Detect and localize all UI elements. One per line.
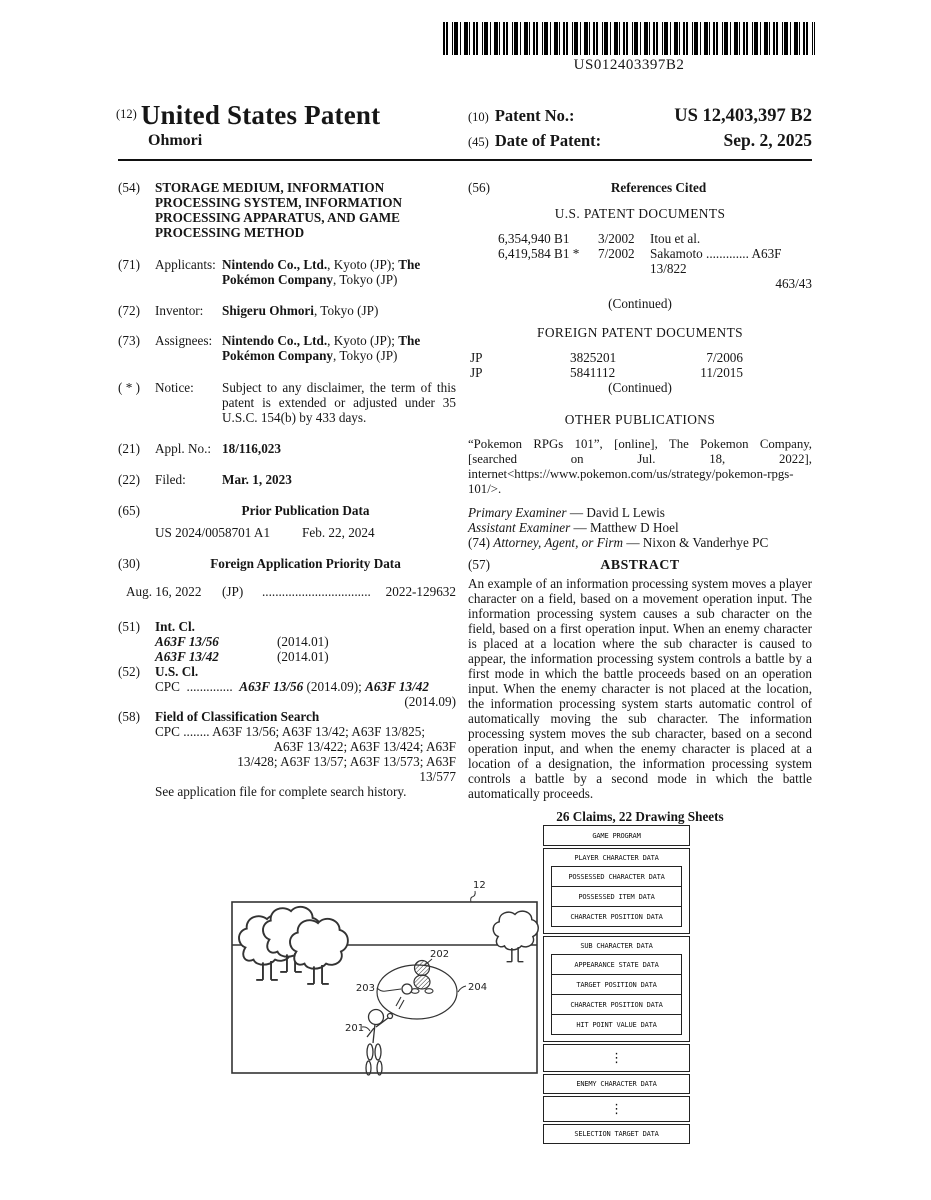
other-publication-text: “Pokemon RPGs 101”, [online], The Pokemon Company, [searched on Jul. 18, 2022], internet<https://www.pokemon.com/us/strategy/pokemon-rpgs-101/>. (468, 437, 812, 496)
abstract-heading-row (468, 557, 812, 572)
player-character-figure (366, 1010, 393, 1076)
field-of-search (118, 709, 456, 799)
field-number: (30) (118, 556, 140, 571)
tree-icon (493, 911, 538, 962)
memory-map-diagram (543, 825, 690, 1144)
right-column (468, 180, 812, 824)
appl-no-label: Appl. No.: (155, 441, 212, 456)
ref-label-202: 202 (430, 949, 450, 960)
header-right (468, 106, 812, 151)
data-box: CHARACTER POSITION DATA (551, 994, 682, 1015)
ref-label-204: 204 (468, 982, 488, 993)
inventor-value: Shigeru Ohmori, Tokyo (JP) (222, 303, 379, 318)
us-patent-row-continuation: 463/43 (775, 276, 812, 291)
invention-title-line: PROCESSING METHOD (155, 225, 305, 240)
section-label: SUB CHARACTER DATA (580, 942, 653, 950)
section-label: PLAYER CHARACTER DATA (574, 854, 659, 862)
publication-date: Feb. 22, 2024 (302, 525, 375, 540)
data-box: TARGET POSITION DATA (551, 974, 682, 995)
barcode-image (443, 22, 815, 55)
page-title: United States Patent (140, 100, 381, 130)
priority-number: 2022-129632 (385, 584, 456, 599)
claims-summary: 26 Claims, 22 Drawing Sheets (556, 809, 724, 824)
header-left (116, 100, 380, 150)
title-field (118, 180, 456, 240)
field-number-57: (57) (468, 557, 490, 572)
field-number: (72) (118, 303, 140, 318)
patent-no-label: Patent No.: (494, 106, 575, 125)
assignees-field (118, 333, 456, 363)
field-number-45: (45) (468, 135, 489, 149)
prior-publication-heading: Prior Publication Data (241, 503, 370, 518)
field-of-search-label: Field of Classification Search (155, 709, 320, 724)
references-cited-heading: References Cited (610, 180, 707, 195)
selection-target-data-box: SELECTION TARGET DATA (543, 1124, 690, 1144)
invention-title-line: PROCESSING SYSTEM, INFORMATION (155, 195, 403, 210)
field-number: (58) (118, 709, 140, 724)
prior-publication-row (155, 525, 456, 540)
inventor-label: Inventor: (155, 303, 204, 318)
other-publications-heading: OTHER PUBLICATIONS (564, 412, 716, 427)
applicants-field (118, 257, 456, 287)
int-cl-label: Int. Cl. (155, 619, 195, 634)
field-number: (54) (118, 180, 140, 195)
int-cl-field (118, 619, 456, 664)
field-number: (65) (118, 503, 140, 518)
field-number: (51) (118, 619, 140, 634)
assistant-examiner-line: Assistant Examiner — Matthew D Hoel (468, 520, 679, 535)
cpc-line: CPC .............. A63F 13/56 (2014.09); A63F 13/42 (155, 679, 429, 694)
player-character-data-section (543, 848, 690, 934)
left-column (118, 180, 456, 799)
date-of-patent-value: Sep. 2, 2025 (723, 130, 812, 150)
field-number: (22) (118, 472, 140, 487)
field-number: (21) (118, 441, 140, 456)
foreign-patent-rows (468, 350, 812, 380)
cpc-line-continuation: (2014.09) (404, 694, 456, 709)
field-number: (71) (118, 257, 140, 272)
publication-number: US 2024/0058701 A1 (155, 525, 271, 540)
priority-country: (JP) (222, 584, 244, 599)
int-cl-version: (2014.01) (277, 649, 329, 664)
data-box: CHARACTER POSITION DATA (551, 906, 682, 927)
us-patent-rows (468, 231, 812, 291)
foreign-patent-documents-heading: FOREIGN PATENT DOCUMENTS (536, 325, 744, 340)
us-patent-row: 6,354,940 B1 3/2002 Itou et al. (498, 231, 701, 246)
enemy-character-data-box: ENEMY CHARACTER DATA (543, 1074, 690, 1094)
filed-field (118, 472, 456, 487)
us-patent-row: 6,419,584 B1 * 7/2002 Sakamoto ............. A63F 13/822 (498, 246, 782, 276)
figure-drawing (225, 875, 545, 1080)
field-number-10: (10) (468, 110, 489, 124)
field-number: (73) (118, 333, 140, 348)
attorney-line: (74) Attorney, Agent, or Firm — Nixon & Vanderhye PC (468, 535, 769, 550)
foreign-patent-row: JP 5841112 11/2015 (470, 365, 743, 380)
notice-field (118, 380, 456, 425)
tree-icon (290, 919, 348, 984)
leader-line-204 (458, 986, 466, 992)
abstract-text: An example of an information processing system moves a player character on a field, based on a movement operation input. The information processing system causes a sub character on the field, based on a first operation input. When an enemy character is placed at a location where the sub character is caused to appear, the information processing system controls a battle by a first mode in which the battle proceeds based on an operation input. When the enemy character is not placed at the location, the information processing system starts automatic control of automatically moving the sub character. The information processing system moves the sub character, based on a second operation input, and when the enemy character is placed at a location of a designation, the information processing system controls a battle by a second mode in which the battle automatically proceeds. (468, 576, 812, 801)
invention-title-line: PROCESSING APPARATUS, AND GAME (155, 210, 400, 225)
foreign-priority-row (126, 584, 456, 599)
priority-date: Aug. 16, 2022 (126, 584, 202, 599)
notice-label: Notice: (155, 380, 194, 395)
patent-no-value: US 12,403,397 B2 (674, 106, 812, 126)
game-program-box: GAME PROGRAM (543, 825, 690, 846)
primary-examiner-line: Primary Examiner — David L Lewis (468, 505, 665, 520)
search-history-note: See application file for complete search history. (155, 784, 407, 799)
ref-label-201: 201 (345, 1023, 365, 1034)
barcode-text: US012403397B2 (573, 57, 685, 73)
vertical-ellipsis-icon: ⋮ (543, 1044, 690, 1072)
field-number: (52) (118, 664, 140, 679)
assignees-label: Assignees: (155, 333, 213, 348)
us-cl-label: U.S. Cl. (155, 664, 199, 679)
data-box: HIT POINT VALUE DATA (551, 1014, 682, 1035)
dot-leader: ................................. (262, 584, 371, 599)
int-cl-class: A63F 13/56 (155, 634, 219, 649)
search-cpc-lines: CPC ........ A63F 13/56; A63F 13/42; A63F 13/825; A63F 13/422; A63F 13/424; A63F 13/428; A63F 13/57; A63F 13/573; A63F 13/577 (155, 724, 456, 784)
filed-label: Filed: (155, 472, 186, 487)
int-cl-version: (2014.01) (277, 634, 329, 649)
ref-label-203: 203 (355, 983, 375, 994)
foreign-priority-heading: Foreign Application Priority Data (210, 556, 401, 571)
appl-no-value: 18/116,023 (222, 441, 281, 456)
assignees-value: Nintendo Co., Ltd., Kyoto (JP); The Pokémon Company, Tokyo (JP) (222, 333, 421, 363)
abstract-heading: ABSTRACT (600, 557, 680, 572)
appl-no-field (118, 441, 456, 456)
inventor-field (118, 303, 456, 318)
applicants-label: Applicants: (155, 257, 216, 272)
data-box: APPEARANCE STATE DATA (551, 954, 682, 975)
prior-publication-section (118, 503, 456, 518)
sub-character-data-section (543, 936, 690, 1042)
vertical-ellipsis-icon: ⋮ (543, 1096, 690, 1122)
leader-line-12 (471, 891, 476, 902)
continued-note: (Continued) (608, 380, 672, 395)
data-box: POSSESSED CHARACTER DATA (551, 866, 682, 887)
continued-note: (Continued) (608, 296, 672, 311)
ball-figure (402, 984, 412, 994)
references-cited-section (468, 180, 812, 195)
leader-line-203 (377, 988, 401, 991)
field-number-12: (12) (116, 107, 137, 121)
field-number: (56) (468, 180, 490, 195)
invention-title-line: STORAGE MEDIUM, INFORMATION (155, 180, 385, 195)
data-box: POSSESSED ITEM DATA (551, 886, 682, 907)
field-number: ( * ) (118, 380, 140, 395)
us-cl-field (118, 664, 456, 709)
header-divider (118, 159, 812, 161)
int-cl-class: A63F 13/42 (155, 649, 219, 664)
foreign-patent-row: JP 3825201 7/2006 (470, 350, 743, 365)
us-patent-documents-heading: U.S. PATENT DOCUMENTS (554, 206, 726, 221)
notice-text: Subject to any disclaimer, the term of this patent is extended or adjusted under 35 U.S.C. 154(b) by 433 days. (222, 380, 456, 425)
foreign-priority-section (118, 556, 456, 571)
inventor-surname: Ohmori (148, 132, 203, 149)
filed-value: Mar. 1, 2023 (222, 472, 292, 487)
applicants-value: Nintendo Co., Ltd., Kyoto (JP); The Pokémon Company, Tokyo (JP) (222, 257, 421, 287)
motion-lines (396, 997, 404, 1009)
date-of-patent-label: Date of Patent: (494, 131, 602, 150)
ref-label-12: 12 (473, 880, 486, 891)
